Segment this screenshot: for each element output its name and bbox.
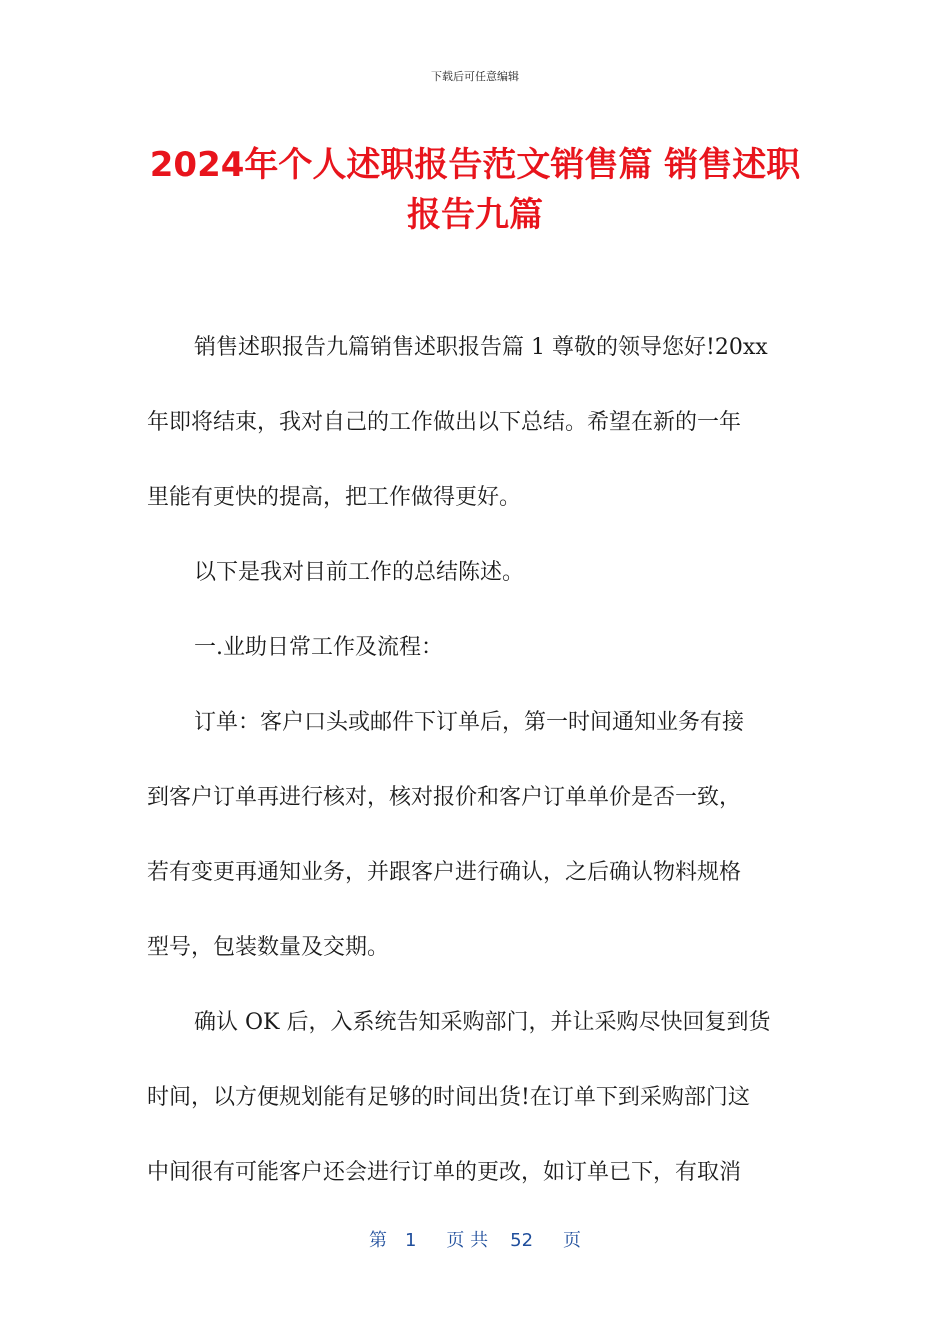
- paragraph-line: 里能有更快的提高，把工作做得更好。: [147, 485, 522, 510]
- header-note: 下载后可任意编辑: [431, 70, 519, 83]
- footer-page-number: 1: [404, 1230, 417, 1251]
- paragraph-line: 以下是我对目前工作的总结陈述。: [194, 560, 525, 585]
- paragraph-line: 型号，包装数量及交期。: [147, 935, 390, 960]
- section-heading: 一.业助日常工作及流程：: [194, 635, 443, 660]
- paragraph-line: 时间，以方便规划能有足够的时间出货!在订单下到采购部门这: [147, 1085, 750, 1110]
- footer-middle: 页 共: [446, 1230, 489, 1251]
- paragraph-line: 到客户订单再进行核对，核对报价和客户订单单价是否一致，: [147, 785, 742, 810]
- paragraph-line: 订单：客户口头或邮件下订单后，第一时间通知业务有接: [194, 710, 745, 735]
- paragraph-line: 确认 OK 后，入系统告知采购部门，并让采购尽快回复到货: [194, 1010, 771, 1035]
- paragraph-line: 年即将结束，我对自己的工作做出以下总结。希望在新的一年: [147, 410, 742, 435]
- page-footer: [0, 1226, 950, 1252]
- footer-total-pages: 52: [510, 1230, 534, 1251]
- paragraph-line: 若有变更再通知业务，并跟客户进行确认，之后确认物料规格: [147, 860, 742, 885]
- document-title: [120, 140, 830, 240]
- footer-suffix: 页: [563, 1230, 582, 1251]
- title-line-2: 报告九篇: [407, 195, 543, 235]
- paragraph-line: 中间很有可能客户还会进行订单的更改，如订单已下，有取消: [147, 1160, 742, 1185]
- paragraph-line: 销售述职报告九篇销售述职报告篇 1 尊敬的领导您好!20xx: [194, 335, 768, 360]
- footer-prefix: 第: [368, 1230, 387, 1251]
- title-line-1: 2024年个人述职报告范文销售篇 销售述职: [149, 145, 801, 185]
